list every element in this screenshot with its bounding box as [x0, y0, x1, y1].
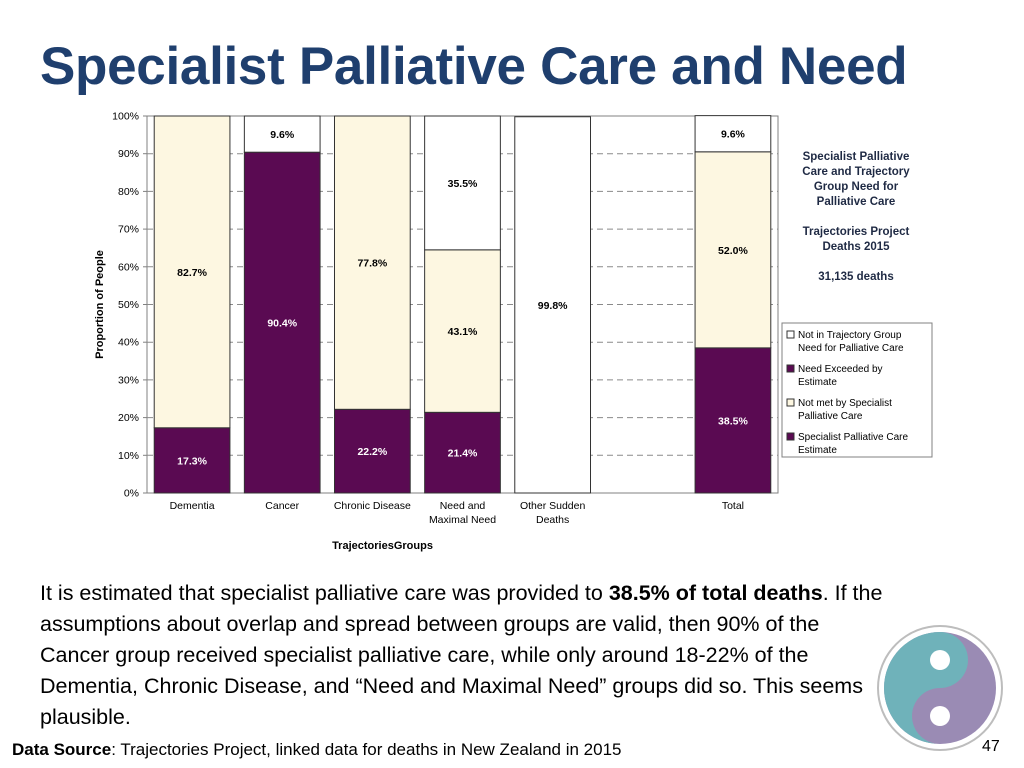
- annotation-text: Deaths 2015: [822, 241, 890, 253]
- data-label: 52.0%: [718, 244, 748, 257]
- x-tick-label: Maximal Need: [428, 514, 497, 526]
- stacked-bar-chart: [85, 105, 945, 560]
- annotation-text: Palliative Care: [816, 196, 896, 208]
- y-tick-label: 10%: [117, 449, 139, 462]
- y-tick-label: 0%: [123, 487, 139, 500]
- y-tick-label: 90%: [117, 148, 139, 161]
- summary-text-start: It is estimated that specialist palliative care was provided to: [40, 581, 609, 605]
- y-tick-label: 30%: [117, 374, 139, 387]
- summary-paragraph: [40, 578, 890, 733]
- page-number: 47: [982, 738, 1000, 755]
- summary-text-end: . If the assumptions about overlap and spread between groups are valid, then 90% of the Cancer group received specialist palliative care, while only around 18-22% of the Dementia, Chronic Disease, and “Need and Maximal Need” groups did so. This seems plausible.: [40, 581, 883, 729]
- data-label: 22.2%: [357, 446, 388, 459]
- data-source-text: : Trajectories Project, linked data for deaths in New Zealand in 2015: [111, 740, 622, 759]
- annotation-text: Specialist Palliative: [802, 151, 910, 163]
- y-tick-label: 70%: [117, 223, 139, 236]
- data-label: 38.5%: [718, 415, 748, 428]
- legend-swatch: [787, 399, 794, 406]
- summary-highlight: 38.5% of total deaths: [608, 581, 823, 605]
- annotation-text: 31,135 deaths: [818, 271, 894, 283]
- x-tick-label: Total: [721, 500, 745, 512]
- legend-label: Need for Palliative Care: [798, 343, 904, 354]
- data-label: 43.1%: [447, 326, 478, 339]
- y-tick-label: 40%: [117, 336, 139, 349]
- x-tick-label: Other Sudden: [519, 500, 586, 512]
- legend-label: Need Exceeded by: [798, 364, 883, 375]
- legend-swatch: [787, 365, 794, 372]
- x-tick-label: Chronic Disease: [333, 500, 411, 512]
- legend-label: Not in Trajectory Group: [798, 330, 902, 341]
- x-tick-label: Deaths: [536, 514, 570, 526]
- data-label: 17.3%: [177, 455, 207, 468]
- y-tick-label: 100%: [112, 110, 139, 123]
- x-tick-label: Cancer: [265, 500, 300, 512]
- legend-label: Not met by Specialist: [798, 398, 892, 409]
- y-tick-label: 60%: [117, 261, 139, 274]
- legend-label: Palliative Care: [798, 411, 863, 422]
- legend-swatch: [787, 331, 794, 338]
- data-label: 35.5%: [447, 177, 478, 190]
- annotation-text: Group Need for: [813, 181, 899, 193]
- data-label: 77.8%: [357, 257, 388, 270]
- x-tick-label: Dementia: [169, 500, 215, 512]
- y-tick-label: 20%: [117, 412, 139, 425]
- annotation-text: Trajectories Project: [802, 226, 910, 238]
- y-tick-label: 80%: [117, 185, 139, 198]
- legend-label: Estimate: [798, 377, 837, 388]
- legend-swatch: [787, 433, 794, 440]
- data-source-note: [12, 740, 622, 760]
- data-label: 21.4%: [447, 447, 478, 460]
- slide-title: Specialist Palliative Care and Need: [40, 37, 908, 96]
- data-label: 90.4%: [267, 317, 298, 330]
- legend-label: Estimate: [798, 445, 837, 456]
- data-label: 99.8%: [537, 299, 568, 312]
- y-axis-title: Proportion of People: [94, 250, 106, 359]
- legend-label: Specialist Palliative Care: [798, 432, 909, 443]
- data-source-label: Data Source: [12, 740, 112, 759]
- y-tick-label: 50%: [117, 299, 139, 311]
- organisation-logo: [876, 624, 1004, 752]
- x-axis-title: TrajectoriesGroups: [332, 540, 433, 552]
- data-label: 9.6%: [720, 128, 745, 141]
- annotation-text: Care and Trajectory: [802, 166, 910, 178]
- x-tick-label: Need and: [439, 500, 486, 512]
- data-label: 9.6%: [270, 129, 295, 142]
- data-label: 82.7%: [177, 266, 207, 279]
